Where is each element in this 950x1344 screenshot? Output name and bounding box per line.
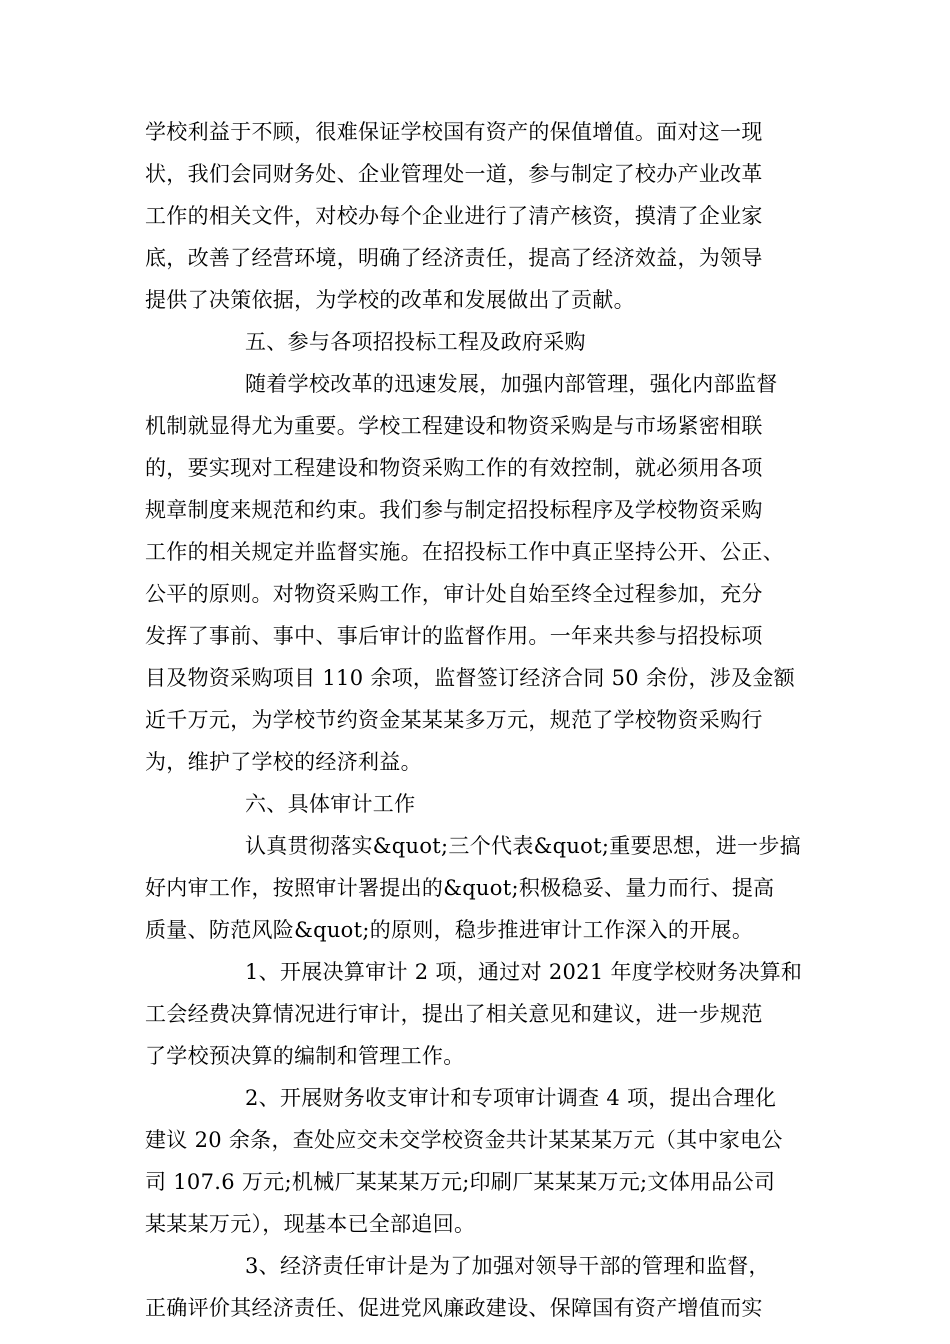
- text-line: 公平的原则。对物资采购工作，审计处自始至终全过程参加，充分: [145, 582, 763, 606]
- text-line: 了学校预决算的编制和管理工作。: [145, 1044, 465, 1068]
- text-line: 司 107.6 万元;机械厂某某某万元;印刷厂某某某万元;文体用品公司: [145, 1170, 776, 1194]
- text-line: 2、开展财务收支审计和专项审计调查 4 项，提出合理化: [245, 1086, 777, 1110]
- text-line: 工作的相关规定并监督实施。在招投标工作中真正坚持公开、公正、: [145, 540, 784, 564]
- text-line: 质量、防范风险&quot;的原则，稳步推进审计工作深入的开展。: [145, 918, 754, 942]
- text-line: 近千万元，为学校节约资金某某某多万元，规范了学校物资采购行: [145, 708, 763, 732]
- text-line: 学校利益于不顾，很难保证学校国有资产的保值增值。面对这一现: [145, 120, 763, 144]
- text-line: 的，要实现对工程建设和物资采购工作的有效控制，就必须用各项: [145, 456, 763, 480]
- text-line: 为，维护了学校的经济利益。: [145, 750, 422, 774]
- text-line: 发挥了事前、事中、事后审计的监督作用。一年来共参与招投标项: [145, 624, 763, 648]
- text-line: 底，改善了经营环境，明确了经济责任，提高了经济效益，为领导: [145, 246, 763, 270]
- text-line: 工会经费决算情况进行审计，提出了相关意见和建议，进一步规范: [145, 1002, 763, 1026]
- text-line: 规章制度来规范和约束。我们参与制定招投标程序及学校物资采购: [145, 498, 763, 522]
- text-line: 提供了决策依据，为学校的改革和发展做出了贡献。: [145, 288, 635, 312]
- text-line: 目及物资采购项目 110 余项，监督签订经济合同 50 余份，涉及金额: [145, 666, 796, 690]
- text-line: 状，我们会同财务处、企业管理处一道，参与制定了校办产业改革: [145, 162, 763, 186]
- section-heading: 五、参与各项招投标工程及政府采购: [245, 330, 586, 354]
- text-line: 3、经济责任审计是为了加强对领导干部的管理和监督，: [245, 1254, 770, 1278]
- text-line: 某某某万元），现基本已全部追回。: [145, 1212, 476, 1236]
- text-line: 正确评价其经济责任、促进党风廉政建设、保障国有资产增值而实: [145, 1296, 763, 1320]
- text-line: 好内审工作，按照审计署提出的&quot;积极稳妥、量力而行、提高: [145, 876, 775, 900]
- text-line: 随着学校改革的迅速发展，加强内部管理，强化内部监督: [245, 372, 778, 396]
- section-heading: 六、具体审计工作: [245, 792, 416, 816]
- text-line: 认真贯彻落实&quot;三个代表&quot;重要思想，进一步搞: [245, 834, 801, 858]
- text-line: 工作的相关文件，对校办每个企业进行了清产核资，摸清了企业家: [145, 204, 763, 228]
- text-line: 建议 20 余条，查处应交未交学校资金共计某某某万元（其中家电公: [145, 1128, 783, 1152]
- text-line: 1、开展决算审计 2 项，通过对 2021 年度学校财务决算和: [245, 960, 803, 984]
- text-line: 机制就显得尤为重要。学校工程建设和物资采购是与市场紧密相联: [145, 414, 763, 438]
